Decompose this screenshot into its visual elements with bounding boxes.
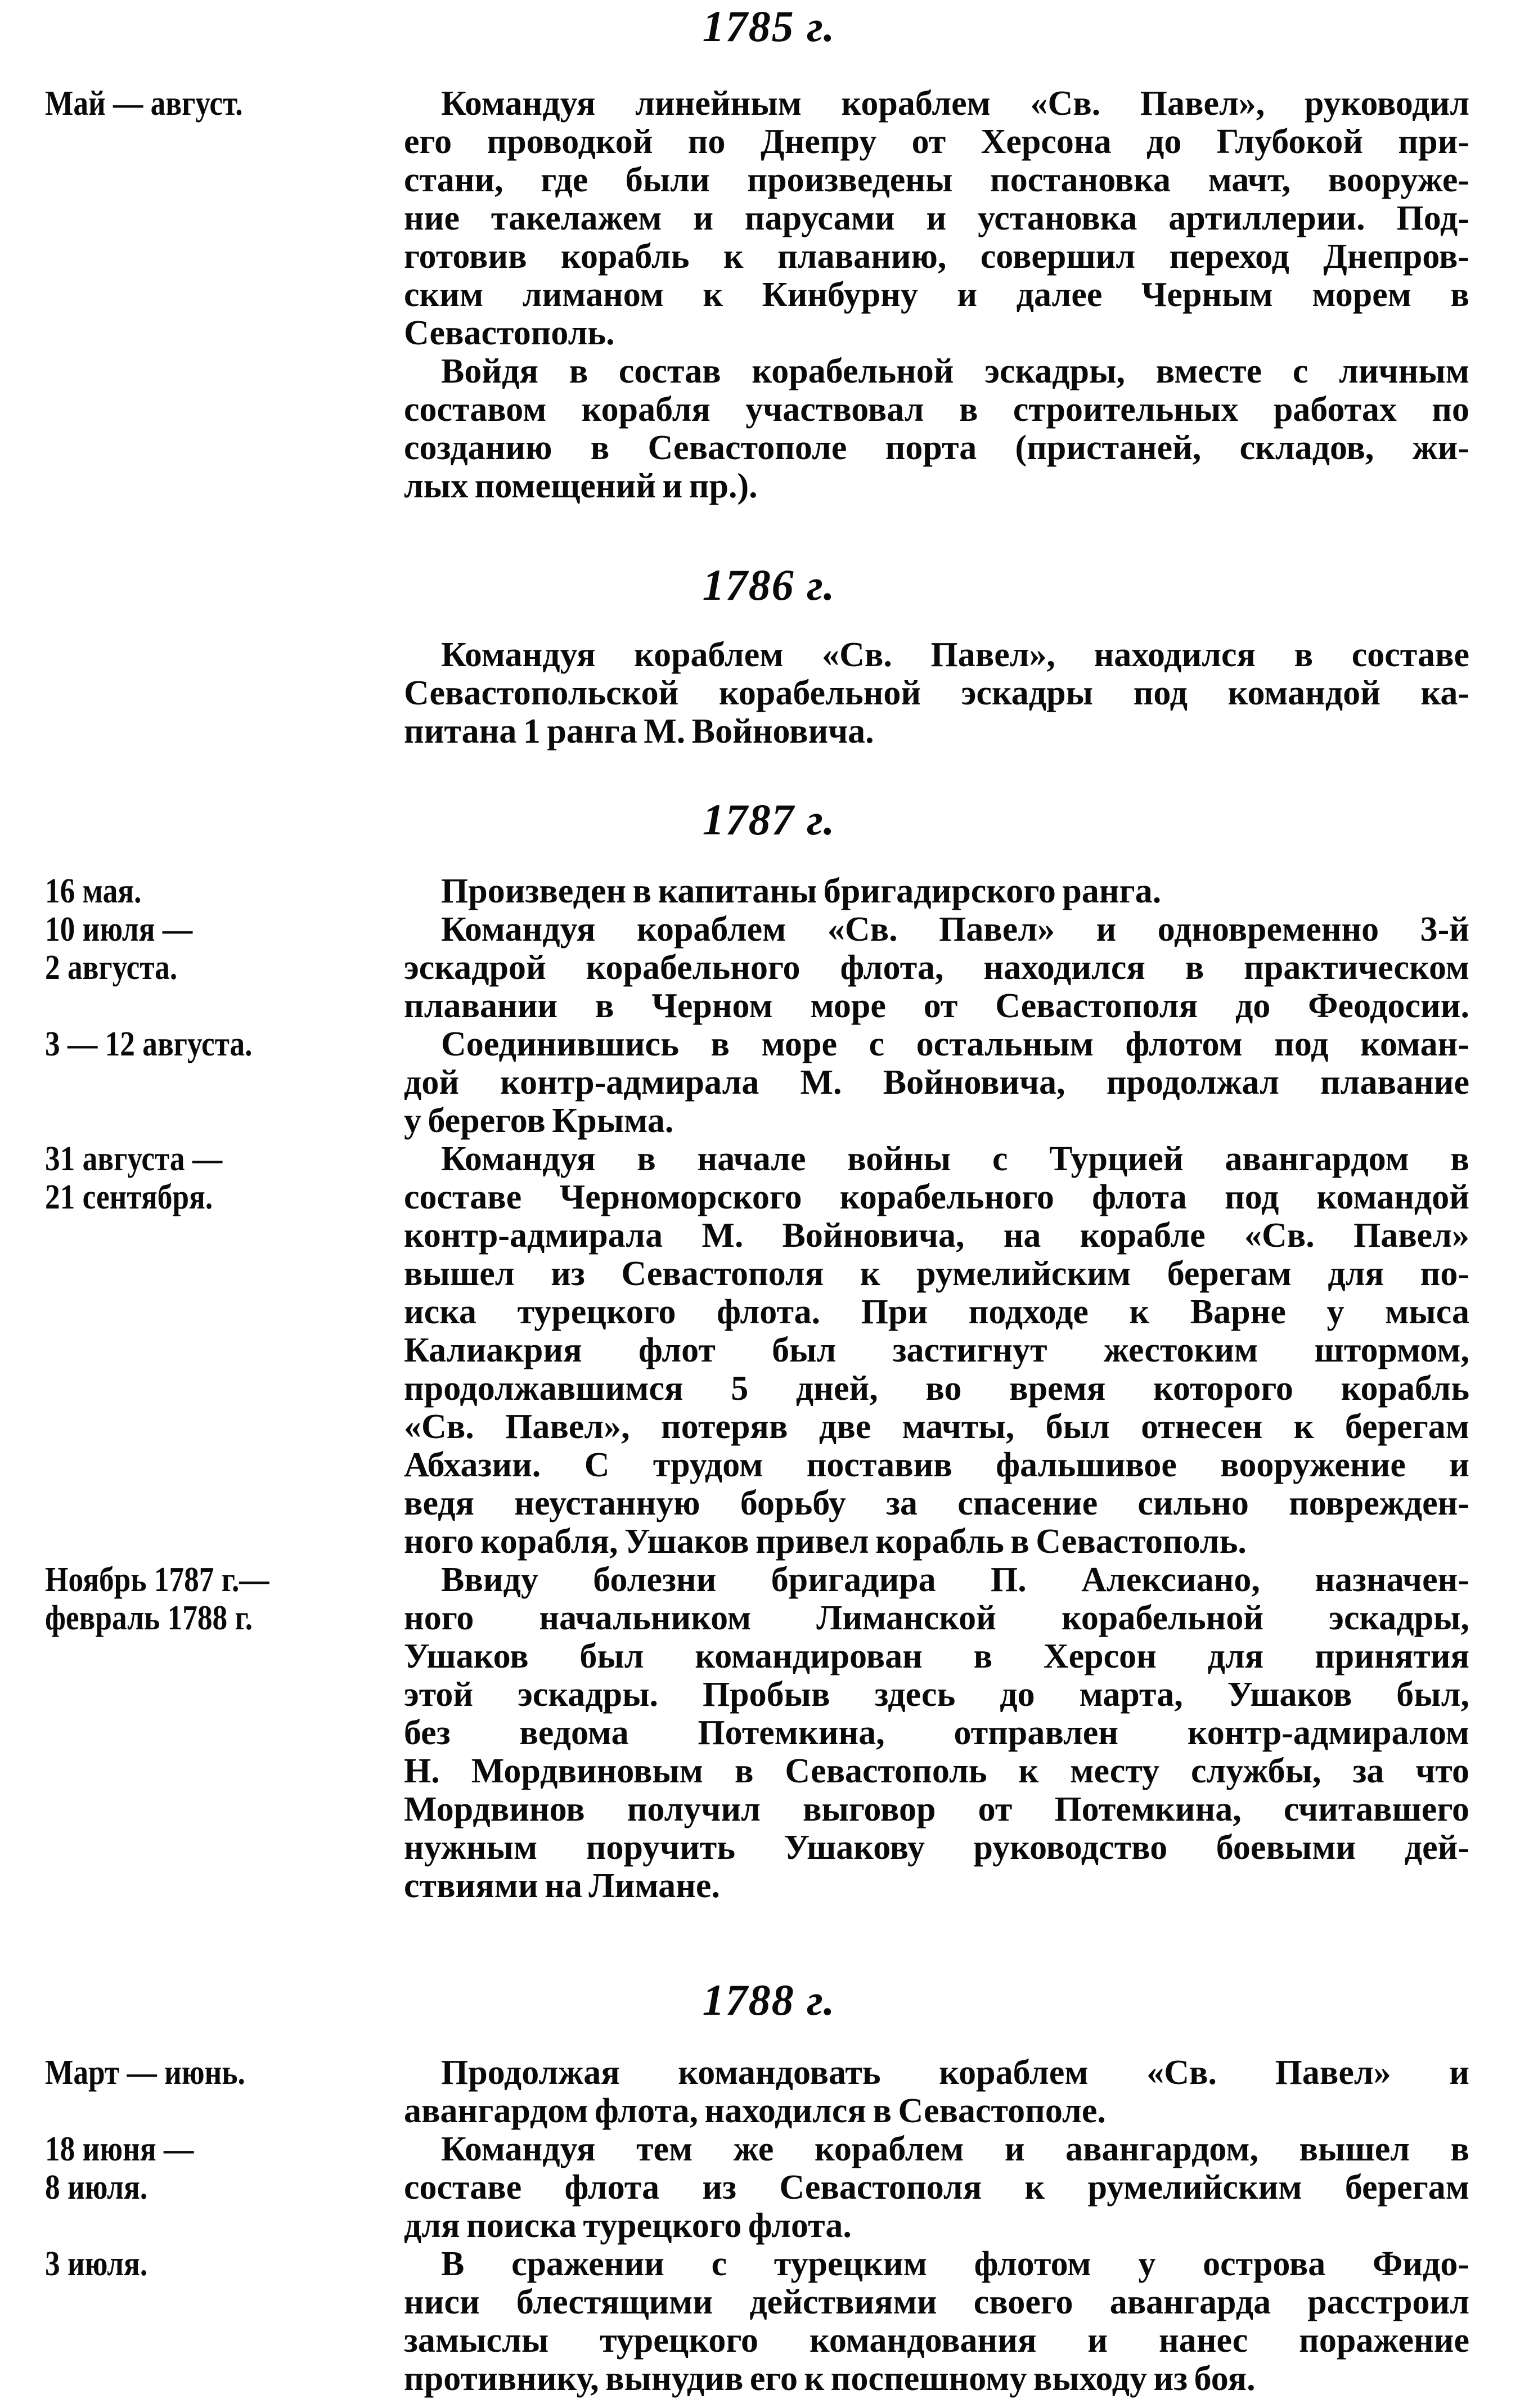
entry-date: Ноябрь 1787 г.— bbox=[45, 1561, 269, 1599]
text-line: составе флота из Севастополя к румелийским берегам bbox=[404, 2168, 1469, 2207]
text-line: ние такелажем и парусами и установка артиллерии. Под- bbox=[404, 199, 1469, 237]
entry-date: 18 июня — bbox=[45, 2130, 194, 2168]
entry-date: 16 мая. bbox=[45, 872, 142, 910]
text-line: Ушаков был командирован в Херсон для принятия bbox=[404, 1637, 1469, 1675]
text-line: этой эскадры. Пробыв здесь до марта, Ушаков был, bbox=[404, 1675, 1469, 1714]
text-line: замыслы турецкого командования и нанес поражение bbox=[404, 2321, 1469, 2360]
text-line: у берегов Крыма. bbox=[404, 1102, 674, 1140]
text-line: Командуя тем же кораблем и авангардом, вышел в bbox=[441, 2130, 1469, 2168]
text-line: Н. Мордвиновым в Севастополь к месту службы, за что bbox=[404, 1752, 1469, 1790]
text-line: созданию в Севастополе порта (пристаней, складов, жи- bbox=[404, 429, 1469, 467]
text-line: составом корабля участвовал в строительных работах по bbox=[404, 390, 1469, 429]
text-line: нужным поручить Ушакову руководство боевыми дей- bbox=[404, 1829, 1469, 1867]
entry-date: 3 — 12 августа. bbox=[45, 1025, 253, 1063]
text-line: Командуя линейным кораблем «Св. Павел», руководил bbox=[441, 84, 1469, 123]
text-line: Калиакрия флот был застигнут жестоким штормом, bbox=[404, 1331, 1469, 1369]
text-line: лых помещений и пр.). bbox=[404, 467, 758, 505]
text-line: иска турецкого флота. При подходе к Варне у мыса bbox=[404, 1293, 1469, 1331]
text-line: дой контр-адмирала М. Войновича, продолжал плавание bbox=[404, 1063, 1469, 1102]
text-line: Командуя в начале войны с Турцией авангардом в bbox=[441, 1140, 1469, 1178]
text-line: Севастопольской корабельной эскадры под командой ка- bbox=[404, 674, 1469, 712]
text-line: Мордвинов получил выговор от Потемкина, считавшего bbox=[404, 1790, 1469, 1829]
year-heading: 1787 г. bbox=[702, 795, 836, 844]
text-line: Командуя кораблем «Св. Павел», находился в составе bbox=[441, 636, 1469, 674]
text-line: без ведома Потемкина, отправлен контр-адмиралом bbox=[404, 1714, 1469, 1752]
text-line: плавании в Черном море от Севастополя до Феодосии. bbox=[404, 987, 1469, 1025]
entry-date: 8 июля. bbox=[45, 2168, 148, 2207]
entry bbox=[0, 84, 1538, 505]
entry-date: 10 июля — bbox=[45, 910, 193, 949]
text-line: Абхазии. С трудом поставив фальшивое вооружение и bbox=[404, 1446, 1469, 1484]
text-line: ного начальником Лиманской корабельной эскадры, bbox=[404, 1599, 1469, 1637]
entry bbox=[0, 2054, 1538, 2398]
text-line: Произведен в капитаны бригадирского ранга. bbox=[441, 872, 1162, 910]
text-line: продолжавшимся 5 дней, во время которого корабль bbox=[404, 1369, 1469, 1408]
text-line: Соединившись в море с остальным флотом под коман- bbox=[441, 1025, 1469, 1063]
text-line: ствиями на Лимане. bbox=[404, 1867, 720, 1905]
entry bbox=[0, 636, 1538, 751]
text-line: ного корабля, Ушаков привел корабль в Севастополь. bbox=[404, 1522, 1247, 1561]
text-line: ниси блестящими действиями своего авангарда расстроил bbox=[404, 2283, 1469, 2321]
text-line: Командуя кораблем «Св. Павел» и одновременно 3-й bbox=[441, 910, 1469, 949]
text-line: противнику, вынудив его к поспешному выходу из боя. bbox=[404, 2360, 1256, 2398]
text-line: эскадрой корабельного флота, находился в практическом bbox=[404, 949, 1469, 987]
text-line: Продолжая командовать кораблем «Св. Павел» и bbox=[441, 2054, 1469, 2092]
text-line: составе Черноморского корабельного флота под командой bbox=[404, 1178, 1469, 1216]
year-heading: 1785 г. bbox=[702, 2, 836, 51]
entry-date: февраль 1788 г. bbox=[45, 1599, 253, 1637]
year-heading: 1788 г. bbox=[702, 1975, 836, 2024]
text-line: В сражении с турецким флотом у острова Фидо- bbox=[441, 2245, 1469, 2283]
text-line: стани, где были произведены постановка мачт, вооруже- bbox=[404, 161, 1469, 199]
text-line: Севастополь. bbox=[404, 314, 615, 352]
entry-date: 21 сентября. bbox=[45, 1178, 213, 1216]
text-line: готовив корабль к плаванию, совершил переход Днепров- bbox=[404, 237, 1469, 276]
entry-date: Май — август. bbox=[45, 84, 243, 123]
entry-date: 3 июля. bbox=[45, 2245, 148, 2283]
entry-date: Март — июнь. bbox=[45, 2054, 245, 2092]
entry bbox=[0, 872, 1538, 1905]
year-heading: 1786 г. bbox=[702, 560, 836, 609]
text-line: «Св. Павел», потеряв две мачты, был отнесен к берегам bbox=[404, 1408, 1469, 1446]
text-line: его проводкой по Днепру от Херсона до Глубокой при- bbox=[404, 123, 1469, 161]
entry-date: 31 августа — bbox=[45, 1140, 223, 1178]
text-line: питана 1 ранга М. Войновича. bbox=[404, 712, 874, 751]
entry-date: 2 августа. bbox=[45, 949, 178, 987]
text-line: Ввиду болезни бригадира П. Алексиано, назначен- bbox=[441, 1561, 1469, 1599]
text-line: для поиска турецкого флота. bbox=[404, 2207, 852, 2245]
text-line: авангардом флота, находился в Севастополе. bbox=[404, 2092, 1106, 2130]
text-line: ским лиманом к Кинбурну и далее Черным морем в bbox=[404, 276, 1469, 314]
text-line: контр-адмирала М. Войновича, на корабле «Св. Павел» bbox=[404, 1216, 1469, 1255]
text-line: Войдя в состав корабельной эскадры, вместе с личным bbox=[441, 352, 1469, 390]
text-line: ведя неустанную борьбу за спасение сильно поврежден- bbox=[404, 1484, 1469, 1522]
text-line: вышел из Севастополя к румелийским берегам для по- bbox=[404, 1255, 1469, 1293]
